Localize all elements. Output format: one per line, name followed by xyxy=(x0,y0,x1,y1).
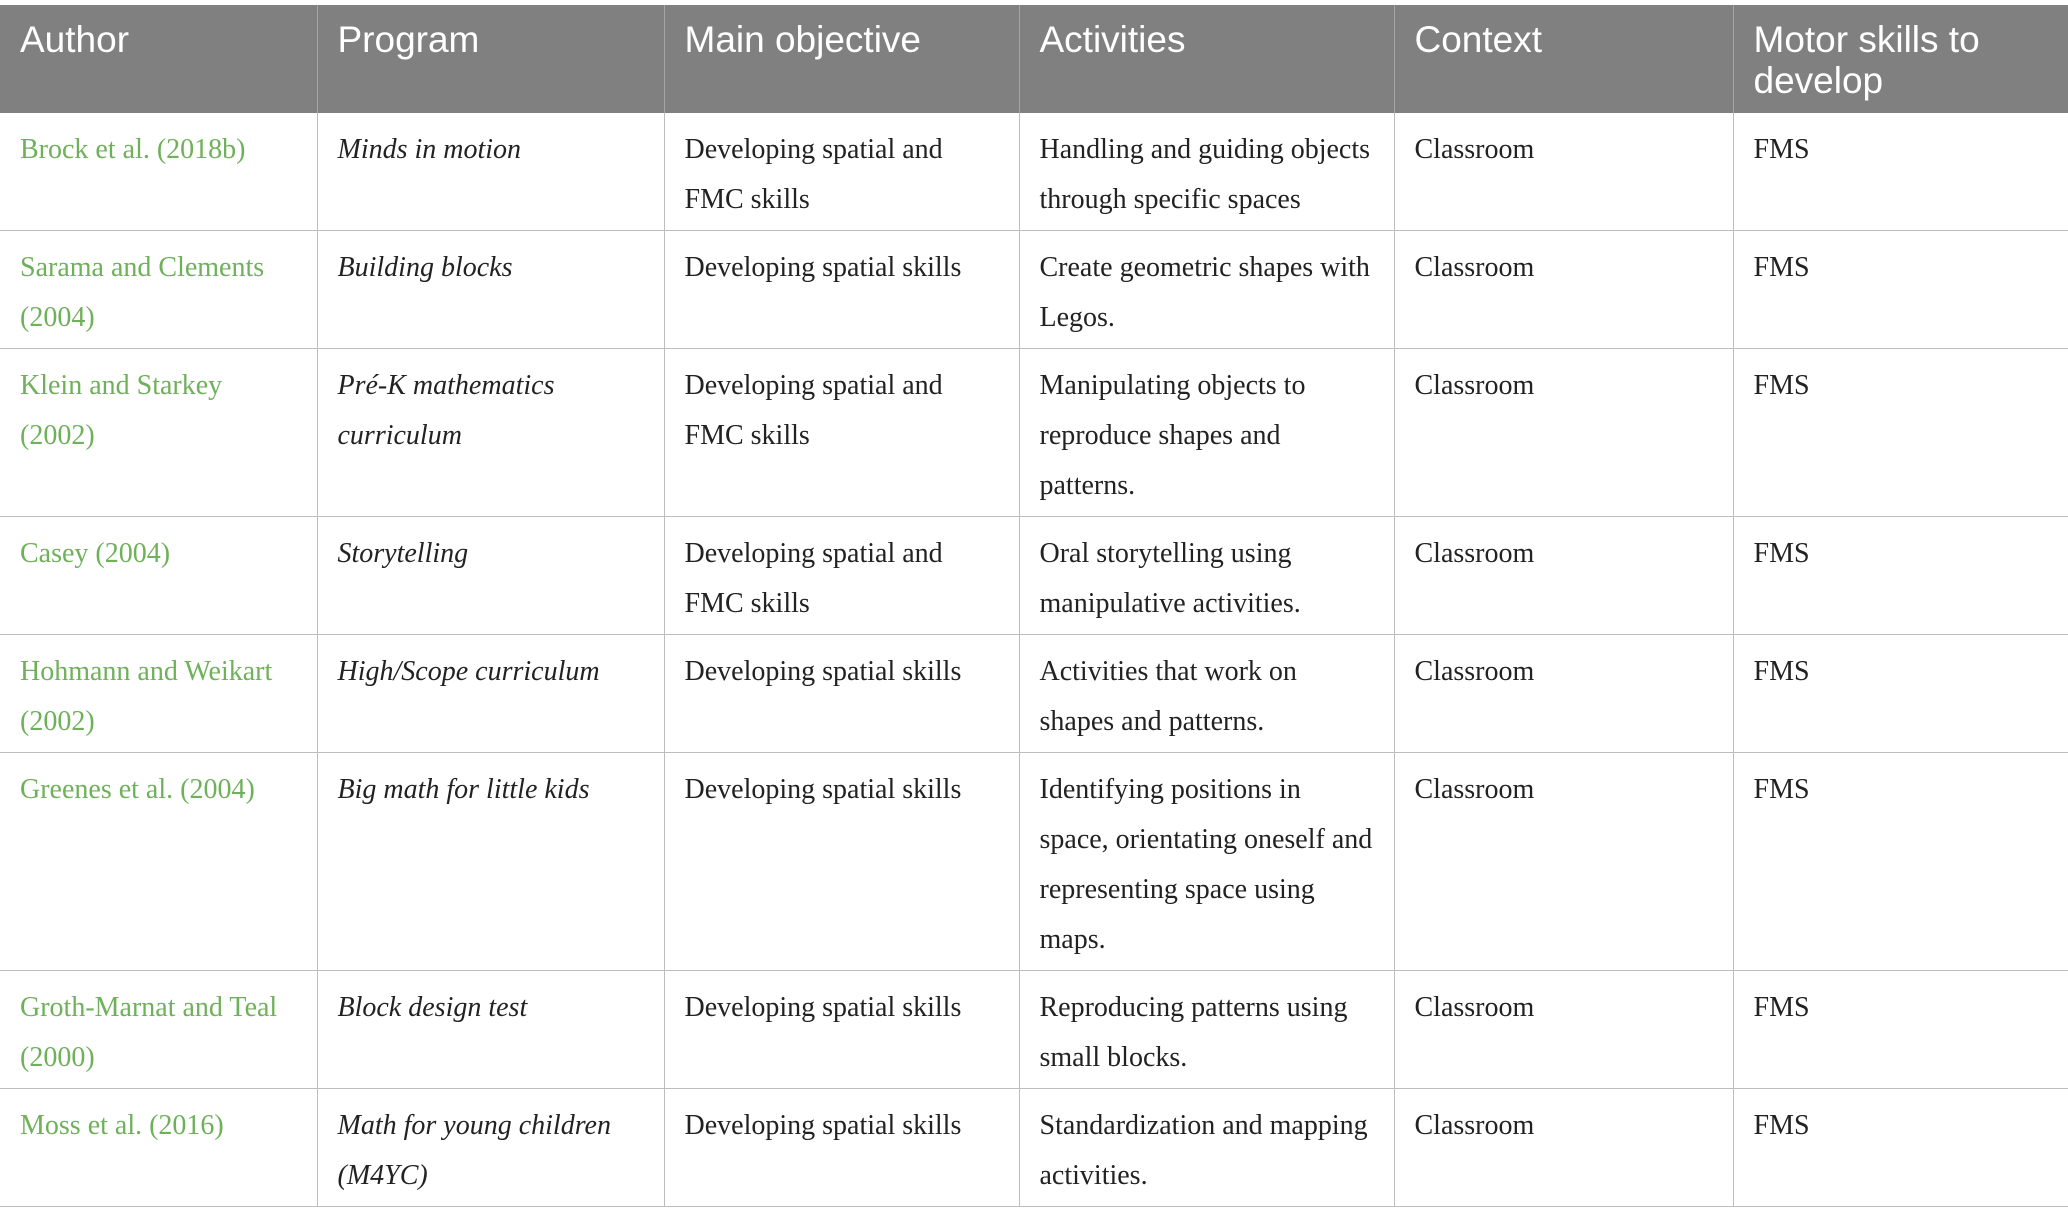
header-author: Author xyxy=(0,5,317,113)
header-context: Context xyxy=(1394,5,1733,113)
objective-cell: Developing spatial skills xyxy=(664,635,1019,753)
table-row xyxy=(0,349,2068,517)
table-row xyxy=(0,971,2068,1089)
program-cell: Building blocks xyxy=(317,231,664,349)
program-cell: Block design test xyxy=(317,971,664,1089)
author-link[interactable]: Sarama and Clements (2004) xyxy=(0,231,317,349)
studies-table xyxy=(0,5,2068,1207)
context-cell: Classroom xyxy=(1394,753,1733,971)
program-cell: High/Scope curriculum xyxy=(317,635,664,753)
table-row xyxy=(0,1089,2068,1207)
program-cell: Big math for little kids xyxy=(317,753,664,971)
program-cell: Math for young children (M4YC) xyxy=(317,1089,664,1207)
motor-skills-cell: FMS xyxy=(1733,231,2068,349)
table-row xyxy=(0,231,2068,349)
header-main-objective: Main objective xyxy=(664,5,1019,113)
activities-cell: Create geometric shapes with Legos. xyxy=(1019,231,1394,349)
author-link[interactable]: Moss et al. (2016) xyxy=(0,1089,317,1207)
context-cell: Classroom xyxy=(1394,1089,1733,1207)
objective-cell: Developing spatial skills xyxy=(664,231,1019,349)
motor-skills-cell: FMS xyxy=(1733,971,2068,1089)
header-row xyxy=(0,5,2068,113)
author-link[interactable]: Groth-Marnat and Teal (2000) xyxy=(0,971,317,1089)
motor-skills-cell: FMS xyxy=(1733,1089,2068,1207)
table-row xyxy=(0,113,2068,231)
activities-cell: Activities that work on shapes and patterns. xyxy=(1019,635,1394,753)
author-link[interactable]: Brock et al. (2018b) xyxy=(0,113,317,231)
table-row xyxy=(0,517,2068,635)
header-motor-skills: Motor skills to develop xyxy=(1733,5,2068,113)
table-row xyxy=(0,635,2068,753)
objective-cell: Developing spatial and FMC skills xyxy=(664,349,1019,517)
activities-cell: Identifying positions in space, orientating oneself and representing space using maps. xyxy=(1019,753,1394,971)
activities-cell: Handling and guiding objects through specific spaces xyxy=(1019,113,1394,231)
header-program: Program xyxy=(317,5,664,113)
author-link[interactable]: Hohmann and Weikart (2002) xyxy=(0,635,317,753)
activities-cell: Standardization and mapping activities. xyxy=(1019,1089,1394,1207)
context-cell: Classroom xyxy=(1394,635,1733,753)
program-cell: Pré-K mathematics curriculum xyxy=(317,349,664,517)
context-cell: Classroom xyxy=(1394,113,1733,231)
activities-cell: Reproducing patterns using small blocks. xyxy=(1019,971,1394,1089)
objective-cell: Developing spatial and FMC skills xyxy=(664,517,1019,635)
activities-cell: Oral storytelling using manipulative activities. xyxy=(1019,517,1394,635)
motor-skills-cell: FMS xyxy=(1733,753,2068,971)
table-header xyxy=(0,5,2068,113)
motor-skills-cell: FMS xyxy=(1733,113,2068,231)
activities-cell: Manipulating objects to reproduce shapes and patterns. xyxy=(1019,349,1394,517)
author-link[interactable]: Greenes et al. (2004) xyxy=(0,753,317,971)
context-cell: Classroom xyxy=(1394,971,1733,1089)
motor-skills-cell: FMS xyxy=(1733,635,2068,753)
objective-cell: Developing spatial and FMC skills xyxy=(664,113,1019,231)
context-cell: Classroom xyxy=(1394,231,1733,349)
table-body xyxy=(0,113,2068,1207)
header-activities: Activities xyxy=(1019,5,1394,113)
objective-cell: Developing spatial skills xyxy=(664,971,1019,1089)
program-cell: Storytelling xyxy=(317,517,664,635)
objective-cell: Developing spatial skills xyxy=(664,1089,1019,1207)
motor-skills-cell: FMS xyxy=(1733,349,2068,517)
motor-skills-cell: FMS xyxy=(1733,517,2068,635)
program-cell: Minds in motion xyxy=(317,113,664,231)
author-link[interactable]: Klein and Starkey (2002) xyxy=(0,349,317,517)
objective-cell: Developing spatial skills xyxy=(664,753,1019,971)
context-cell: Classroom xyxy=(1394,517,1733,635)
table-row xyxy=(0,753,2068,971)
context-cell: Classroom xyxy=(1394,349,1733,517)
author-link[interactable]: Casey (2004) xyxy=(0,517,317,635)
